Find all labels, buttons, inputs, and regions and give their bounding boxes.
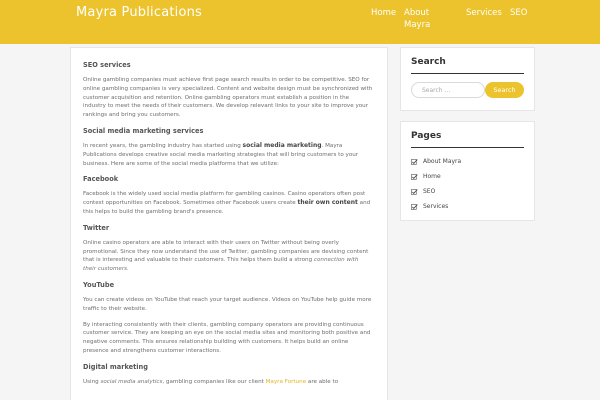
strong-text: social media marketing <box>242 141 322 149</box>
italic-text: connection with their customers. <box>83 257 359 273</box>
paragraph-twitter <box>83 239 373 274</box>
nav-item-home[interactable]: Home <box>371 8 397 18</box>
check-icon <box>411 174 418 180</box>
page-link-seo[interactable] <box>411 188 461 203</box>
section-heading-digital: Digital marketing <box>83 362 148 371</box>
client-link[interactable]: Mayra Fortune <box>265 378 307 385</box>
widget-title-search: Search <box>411 57 446 67</box>
text: . Mayra Publications develops creative social media marketing strategies that will bring customers to your business. Here are some of the social media platforms that we utilize: <box>83 142 359 167</box>
widget-title-pages: Pages <box>411 131 442 141</box>
nav-item-services[interactable]: Services <box>466 8 502 18</box>
section-heading-seo: SEO services <box>83 61 131 69</box>
page-link-label: Services <box>423 203 449 210</box>
search-button[interactable]: Search <box>485 82 524 98</box>
text: Online casino operators are able to interact with their users on Twitter without being overly promotional. Since they now understand the use of Twitter, gambling companies are devising content that is interesting and valuable to their customers. This helps them build a strong <box>83 239 369 264</box>
text: Facebook is the widely used social media platform for gambling casinos. Casino operators often post contest opportunities on Facebook. Sometimes other Facebook users create <box>83 191 366 207</box>
page-link-label: Home <box>423 173 441 180</box>
text: Using <box>83 378 101 385</box>
page-link-about-mayra[interactable] <box>411 158 461 173</box>
strong-text: their own content <box>297 199 358 207</box>
text: are able to <box>306 378 339 385</box>
text: and this helps to build the gambling brand's presence. <box>83 200 371 215</box>
page-link-label: About Mayra <box>423 158 462 165</box>
widget-divider <box>411 147 524 148</box>
check-icon <box>411 189 418 195</box>
nav-item-about-mayra[interactable]: About Mayra <box>404 8 431 30</box>
check-icon <box>411 159 418 165</box>
check-icon <box>411 204 418 210</box>
text: In recent years, the gambling industry has started using <box>83 142 243 149</box>
section-heading-youtube: YouTube <box>83 280 115 289</box>
section-heading-social: Social media marketing services <box>83 126 204 135</box>
site-header <box>0 0 600 44</box>
paragraph-digital <box>83 378 373 387</box>
site-title[interactable]: Mayra Publications <box>76 5 203 20</box>
nav-item-seo[interactable]: SEO <box>510 8 528 18</box>
pages-widget <box>400 121 535 221</box>
search-widget <box>400 47 535 111</box>
widget-divider <box>411 73 524 74</box>
paragraph-facebook <box>83 190 373 216</box>
section-heading-twitter: Twitter <box>83 223 110 232</box>
paragraph-youtube: You can create videos on YouTube that reach your target audience. Videos on YouTube help guide more traffic to their website. <box>83 296 372 312</box>
paragraph-interaction: By interacting consistently with their clients, gambling company operators are providing continuous customer service. They are keeping an eye on the social media sites and monitoring both positive and negative comments. This ensures relationship building with customers. It helps build an online presence and strengthens customer interactions. <box>83 321 371 354</box>
section-heading-facebook: Facebook <box>83 175 119 184</box>
paragraph-seo: Online gambling companies must achieve first page search results in order to be competitive. SEO for online gambling companies is very specialized. Content and website design must be synchronized with customer acquisition and retention. Online gambling operators must establish a position in the industry to meet the needs of their customers. We develop relevant links to your site to improve your rankings and bring you customers. <box>83 77 373 119</box>
page-link-home[interactable] <box>411 173 461 188</box>
pages-list <box>411 158 461 218</box>
search-input[interactable] <box>411 82 485 98</box>
paragraph-social <box>83 142 373 168</box>
main-content <box>70 47 388 400</box>
text: , gambling companies like our client <box>162 378 266 385</box>
italic-text: social media analytics <box>100 378 163 385</box>
page-link-label: SEO <box>423 188 436 195</box>
page-link-services[interactable] <box>411 203 461 218</box>
post-body <box>83 61 373 394</box>
main-nav <box>0 7 600 37</box>
